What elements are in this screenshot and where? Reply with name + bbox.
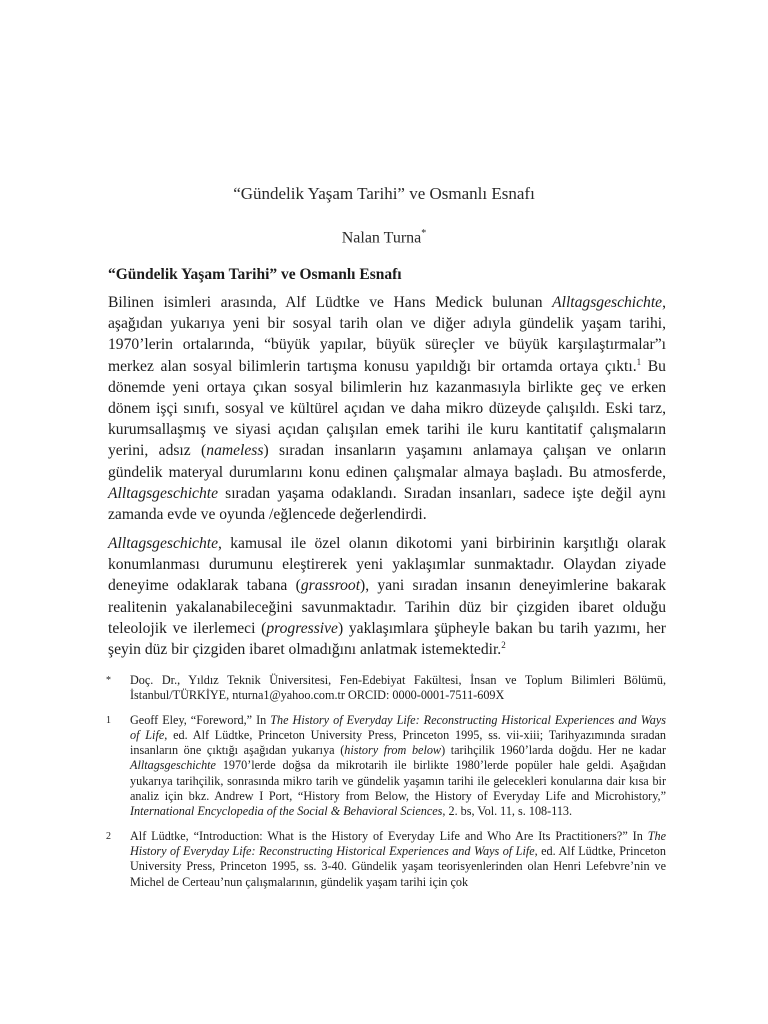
italic-term: Alltagsgeschichte <box>130 758 216 773</box>
text-run: , 2. bs, Vol. 11, s. 108-113. <box>442 804 573 819</box>
section-heading: “Gündelik Yaşam Tarihi” ve Osmanlı Esnafı <box>108 266 402 283</box>
text-run: , ed. Alf Lüdtke, Princeton University Press, Princeton 1995, ss. 3-40. Gündelik yaşam teorisyenlerinden olan Henri Lefebvre’nin ve Michel de Certeau’nun çalışmalarının, gündelik yaşam tarihi için çok <box>130 843 666 889</box>
text-run: ) tarihçilik 1960’larda doğdu. Her ne kadar <box>441 743 667 758</box>
italic-term: Alltagsgeschichte <box>552 294 663 311</box>
text-run: Bilinen isimleri arasında, Alf Lüdtke ve Hans Medick bulunan <box>108 294 553 311</box>
footnote-mark: * <box>106 675 111 686</box>
italic-title: The History of Everyday Life: Reconstructing Historical Experiences and Ways of Life <box>130 828 666 858</box>
footnote-ref-2[interactable]: 2 <box>501 639 506 650</box>
footnote-mark: 2 <box>106 830 111 842</box>
footnote-2 <box>108 829 666 890</box>
footnotes <box>108 673 666 899</box>
text-run: ), yani sıradan insanın deneyimlerine bakarak realitenin yakalanabileceğini savunmaktadır. Tarihin düz bir çizgiden ibaret olduğu teleolojik ve ilerlemeci ( <box>108 577 667 637</box>
body-paragraph-1 <box>108 292 666 525</box>
footnote-star <box>108 673 666 704</box>
footnote-mark: 1 <box>106 714 111 726</box>
text-run: Alf Lüdtke, “Introduction: What is the History of Everyday Life and Who Are Its Practitioners?” In <box>130 828 648 843</box>
italic-term: progressive <box>266 619 338 637</box>
text-run: 1970’lerde doğsa da mikrotarih ile birlikte 1980’lerde popüler hale geldi. Aşağıdan yukarıya tarihçilik, sonrasında mikro tarih ve gündelik yaşamın tarihi ile gelecekleri konularına dair kısa bir analiz için bkz. Andrew I Port, “History from Below, the History of Everyday Life and Microhistory,” <box>130 758 666 804</box>
italic-title: The History of Everyday Life: Reconstructing Historical Experiences and Ways of Life <box>130 712 666 742</box>
italic-term: history from below <box>344 743 442 758</box>
footnote-ref-1[interactable]: 1 <box>636 356 642 367</box>
author-footnote-mark[interactable]: * <box>421 228 427 239</box>
text-run: , aşağıdan yukarıya yeni bir sosyal tarih olan ve diğer adıyla gündelik yaşam tarihi, 1970’lerin ortalarında, “büyük yapılar, büyük süreçler ve büyük karşılaştırmalar”ı merkez alan sosyal bilimlerin tartışma konusu yapıldığı bir ortamda ortaya çıktı. <box>108 294 666 375</box>
body-paragraph-2 <box>108 533 666 660</box>
text-run: , kamusal ile özel olanın dikotomi yani birbirinin karşıtlığı olarak konumlanması durumunu eleştirerek yeni yaklaşımlar sunmaktadır. Olaydan ziyade deneyime odaklarak tabana ( <box>108 535 666 595</box>
italic-term: nameless <box>206 442 264 460</box>
italic-term: Alltagsgeschichte <box>108 484 218 502</box>
footnote-text <box>130 713 666 820</box>
text-run: Geoff Eley, “Foreword,” In <box>130 712 271 727</box>
text-run: ) yaklaşımlara şüpheyle bakan bu tarih yazımı, her şeyin düz bir çizgiden ibaret olmadığını anlatmak istemektedir. <box>108 619 666 659</box>
italic-term: Alltagsgeschichte <box>108 535 218 552</box>
text-run: Bu dönemde yeni ortaya çıkan sosyal bilimlerin hız kazanmasıyla birlikte geç ve erken dönem işçi sınıfı, sosyal ve kültürel açıdan ve daha mikro düzeyde çalışıldı. Eski tarz, kurumsallaşmış ve siyasi açıdan çalışılan emek tarihi ile kuru kantitatif çalışmaların yerini, adsız ( <box>108 357 666 460</box>
italic-term: grassroot <box>300 577 361 595</box>
italic-title: International Encyclopedia of the Social & Behavioral Sciences <box>130 804 443 819</box>
text-run: ) sıradan insanların yaşamını anlamaya çalışan ve onların gündelik materyal durumlarını konu edinen çalışmalar almaya başladı. Bu atmosferde, <box>108 442 666 481</box>
text-run: sıradan yaşama odaklandı. Sıradan insanları, sadece işte değil aynı zamanda evde ve oyunda /eğlencede değerlendirdi. <box>108 484 666 524</box>
footnote-1 <box>108 713 666 820</box>
author-name: Nalan Turna <box>341 229 422 247</box>
author-line <box>0 228 768 247</box>
text-run: , ed. Alf Lüdtke, Princeton University Press, Princeton 1995, ss. vii-xiii; Tarihyazımında sıradan insanların öne çıktığı aşağıdan yukarıya ( <box>130 727 666 758</box>
article-title: “Gündelik Yaşam Tarihi” ve Osmanlı Esnafı <box>233 184 535 203</box>
footnote-text: Doç. Dr., Yıldız Teknik Üniversitesi, Fen-Edebiyat Fakültesi, İnsan ve Toplum Bilimleri Bölümü, İstanbul/TÜRKİYE, nturna1@yahoo.com.tr ORCID: 0000-0001-7511-609X <box>130 673 666 703</box>
footnote-text <box>130 829 666 890</box>
